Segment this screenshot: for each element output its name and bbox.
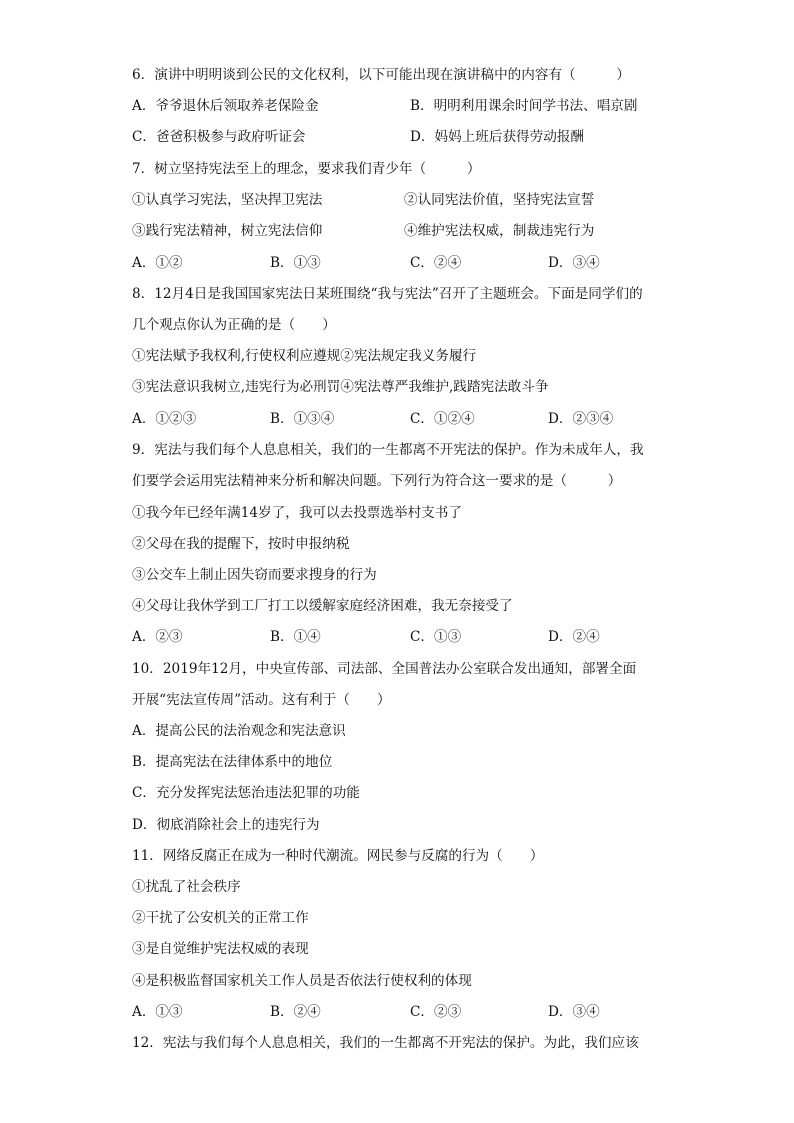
question-11-stem: 11．网络反腐正在成为一种时代潮流。网民参与反腐的行为（ ）: [132, 848, 544, 864]
question-10-option-d: D．彻底消除社会上的违宪行为: [132, 817, 320, 833]
question-6-option-d: D．妈妈上班后获得劳动报酬: [410, 129, 585, 145]
question-9-stem-line-1: 9．宪法与我们每个人息息相关，我们的一生都离不开宪法的保护。作为未成年人，我: [132, 442, 644, 458]
question-8-option-b: B．①③④: [270, 411, 335, 427]
question-11-option-c: C．②③: [410, 1004, 462, 1020]
question-8-options: [132, 409, 692, 429]
question-10-stem-line-2: 开展“宪法宣传周”活动。这有利于（ ）: [132, 692, 391, 708]
question-10-option-c: C．充分发挥宪法惩治违法犯罪的功能: [132, 785, 360, 801]
question-9-option-a: A．②③: [132, 629, 183, 645]
question-10-stem-line-1: 10．2019年12月，中央宣传部、司法部、全国普法办公室联合发出通知，部署全面: [132, 661, 637, 677]
question-7-statements-row-2: [132, 221, 692, 241]
question-7-statement-4: ④维护宪法权威，制裁违宪行为: [404, 223, 595, 239]
question-8-option-d: D．②③④: [548, 411, 614, 427]
question-11-options: [132, 1002, 692, 1022]
question-7-options: [132, 253, 692, 273]
question-9-statement-1: ①我今年已经年满14岁了，我可以去投票选举村支书了: [132, 505, 462, 521]
question-7-option-a: A．①②: [132, 255, 183, 271]
question-8-statements-line-1: ①宪法赋予我权利,行使权利应遵规②宪法规定我义务履行: [132, 348, 477, 364]
question-11-statement-3: ③是自觉维护宪法权威的表现: [132, 941, 309, 957]
question-11-statement-1: ①扰乱了社会秩序: [132, 879, 241, 895]
question-6-option-a: A．爷爷退休后领取养老保险金: [132, 98, 319, 114]
question-11-option-b: B．②④: [270, 1004, 321, 1020]
question-10-option-b: B．提高宪法在法律体系中的地位: [132, 754, 333, 770]
question-7-statements-row-1: [132, 190, 692, 210]
question-9-options: [132, 627, 692, 647]
question-7-statement-3: ③践行宪法精神，树立宪法信仰: [132, 223, 323, 239]
question-7-option-d: D．③④: [548, 255, 600, 271]
question-7-stem: 7．树立坚持宪法至上的理念，要求我们青少年（ ）: [132, 161, 481, 177]
question-7-statement-1: ①认真学习宪法，坚决捍卫宪法: [132, 192, 323, 208]
question-8-statements-line-2: ③宪法意识我树立,违宪行为必刑罚④宪法尊严我维护,践踏宪法敢斗争: [132, 379, 549, 395]
question-6-options-row-2: [132, 127, 692, 147]
question-9-statement-3: ③公交车上制止因失窃而要求搜身的行为: [132, 567, 377, 583]
question-9-option-d: D．②④: [548, 629, 600, 645]
question-10-option-a: A．提高公民的法治观念和宪法意识: [132, 723, 346, 739]
question-9-option-b: B．①④: [270, 629, 321, 645]
question-6-option-b: B．明明利用课余时间学书法、唱京剧: [410, 98, 638, 114]
question-9-statement-4: ④父母让我休学到工厂打工以缓解家庭经济困难，我无奈接受了: [132, 598, 513, 614]
question-8-stem-line-1: 8．12月4日是我国国家宪法日某班围绕“我与宪法”召开了主题班会。下面是同学们的: [132, 286, 643, 302]
question-6-options-row-1: [132, 96, 692, 116]
question-6-option-c: C．爸爸积极参与政府听证会: [132, 129, 306, 145]
question-9-statement-2: ②父母在我的提醒下，按时申报纳税: [132, 536, 350, 552]
question-11-statement-4: ④是积极监督国家机关工作人员是否依法行使权利的体现: [132, 973, 472, 989]
question-7-option-c: C．②④: [410, 255, 462, 271]
question-8-option-c: C．①②④: [410, 411, 475, 427]
question-11-option-a: A．①③: [132, 1004, 183, 1020]
question-12-stem: 12．宪法与我们每个人息息相关，我们的一生都离不开宪法的保护。为此，我们应该: [132, 1035, 639, 1051]
question-11-statement-2: ②干扰了公安机关的正常工作: [132, 910, 309, 926]
question-6-stem: 6．演讲中明明谈到公民的文化权利，以下可能出现在演讲稿中的内容有（ ）: [132, 67, 631, 83]
question-7-option-b: B．①③: [270, 255, 321, 271]
question-9-option-c: C．①③: [410, 629, 462, 645]
question-9-stem-line-2: 们要学会运用宪法精神来分析和解决问题。下列行为符合这一要求的是（ ）: [132, 473, 622, 489]
question-8-stem-line-2: 几个观点你认为正确的是（ ）: [132, 317, 336, 333]
question-8-option-a: A．①②③: [132, 411, 197, 427]
question-11-option-d: D．③④: [548, 1004, 600, 1020]
question-7-statement-2: ②认同宪法价值，坚持宪法宣誓: [404, 192, 595, 208]
